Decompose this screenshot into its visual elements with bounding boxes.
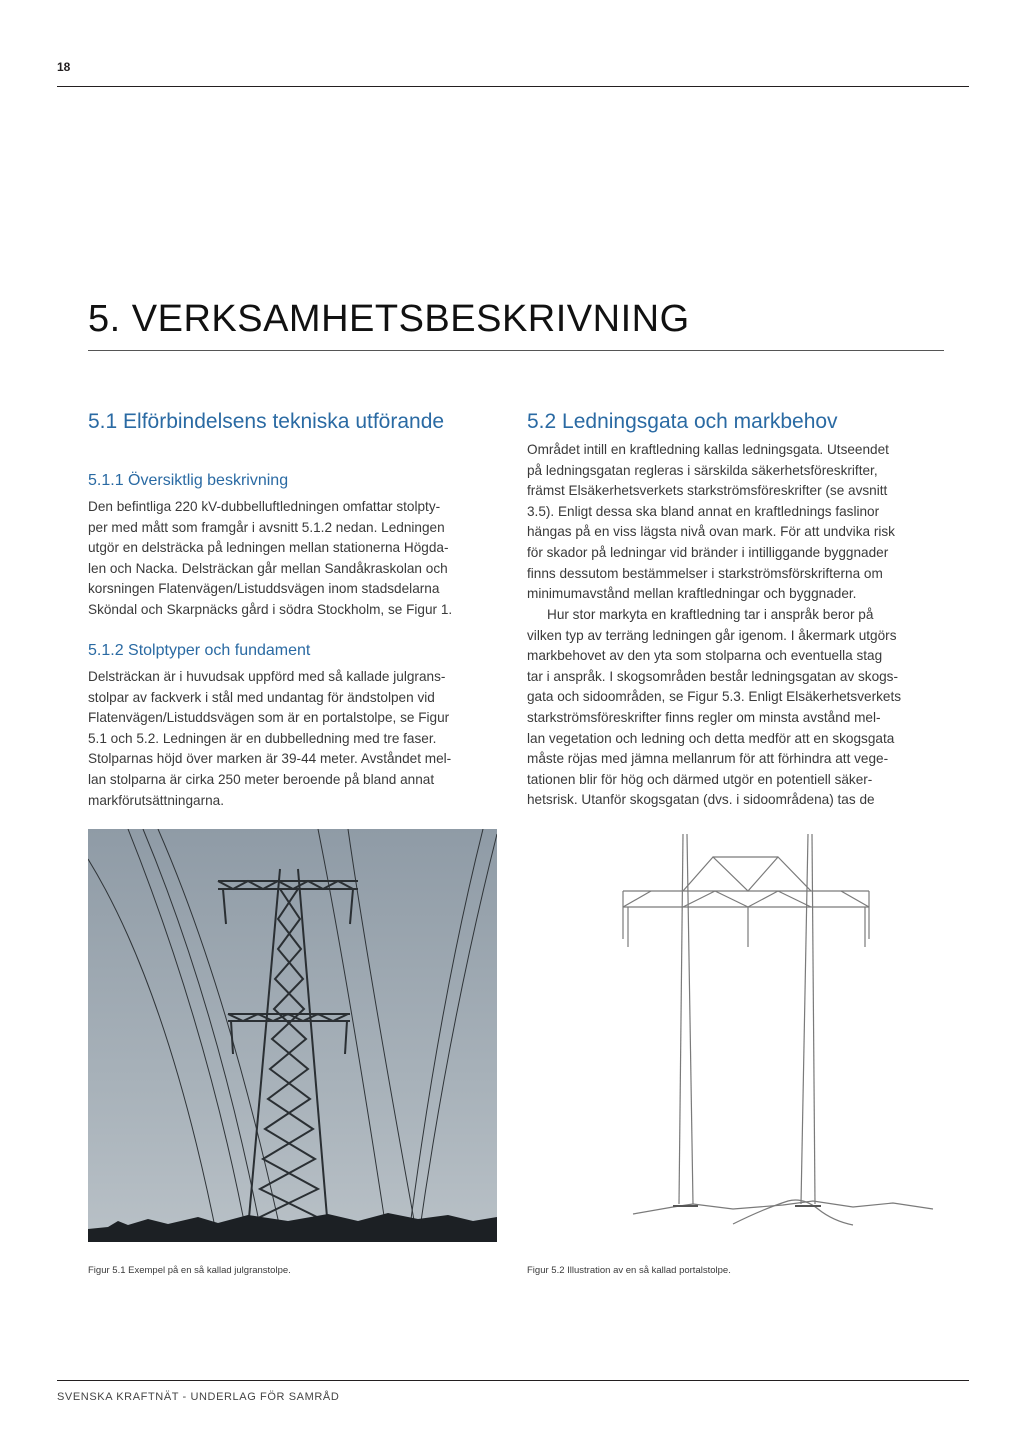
header-rule	[57, 86, 969, 87]
text-line: markbehovet av den yta som stolparna och eventuella stag	[527, 648, 883, 664]
text-line: len och Nacka. Delsträckan går mellan Sandåkraskolan och	[88, 560, 448, 576]
subsection-title-5-1-1: 5.1.1 Översiktlig beskrivning	[88, 472, 289, 489]
text-line: utgör en delsträcka på ledningen mellan stationerna Högda-	[88, 540, 449, 556]
footer: SVENSKA KRAFTNÄT - UNDERLAG FÖR SAMRÅD	[57, 1391, 340, 1403]
text-line: Sköndal och Skarpnäcks gård i södra Stockholm, se Figur 1.	[88, 601, 453, 617]
text-line: finns dessutom bestämmelser i starkströmsförskrifterna om	[527, 565, 883, 581]
text-line: måste röjas med jämna mellanrum för att förhindra att vege-	[527, 751, 889, 767]
section-title-5-1: 5.1 Elförbindelsens tekniska utförande	[88, 410, 445, 433]
text-line: starkströmsföreskrifter finns regler om minsta avstånd mel-	[527, 709, 881, 725]
paragraph-5-1-1	[88, 497, 452, 621]
footer-rule	[57, 1380, 969, 1381]
paragraph-5-2-a	[527, 440, 895, 605]
text-line: på ledningsgatan regleras i särskilda säkerhetsföreskrifter,	[527, 462, 878, 478]
text-line: Flatenvägen/Listuddsvägen som är en portalstolpe, se Figur	[88, 710, 450, 726]
page-number: 18	[57, 60, 71, 74]
section-title-5-2: 5.2 Ledningsgata och markbehov	[527, 410, 838, 433]
text-line: stolpar av fackverk i stål med undantag för ändstolpen vid	[88, 689, 435, 705]
text-line: Området intill en kraftledning kallas ledningsgata. Utseendet	[527, 442, 889, 457]
paragraph-5-1-2	[88, 667, 451, 811]
subsection-title-5-1-2: 5.1.2 Stolptyper och fundament	[88, 642, 311, 659]
text-line: markförutsättningarna.	[88, 792, 225, 808]
text-line: minimumavstånd mellan kraftledningar och byggnader.	[527, 586, 857, 602]
text-line: korsningen Flatenvägen/Listuddsvägen inom stadsdelarna	[88, 581, 440, 597]
text-line: Hur stor markyta en kraftledning tar i anspråk beror på	[547, 607, 874, 622]
text-line: Delsträckan är i huvudsak uppförd med så kallade julgrans-	[88, 669, 446, 684]
text-line: Stolparnas höjd över marken är 39-44 meter. Avståndet mel-	[88, 751, 452, 767]
text-line: tationen blir för hög och därmed utgör en potentiell säker-	[527, 771, 873, 787]
text-line: 3.5). Enligt dessa ska bland annat en kraftlednings faslinor	[527, 503, 880, 519]
text-line: 5.1 och 5.2. Ledningen är en dubbelledning med tre faser.	[88, 730, 437, 746]
text-line: Den befintliga 220 kV-dubbelluftledningen omfattar stolpty-	[88, 499, 441, 514]
figure-5-1-photo	[88, 829, 497, 1242]
text-line: per med mått som framgår i avsnitt 5.1.2 nedan. Ledningen	[88, 519, 445, 535]
text-line: främst Elsäkerhetsverkets starkströmsföreskrifter (se avsnitt	[527, 483, 888, 499]
text-line: hetsrisk. Utanför skogsgatan (dvs. i sidoområdena) tas de	[527, 792, 875, 808]
chapter-rule	[88, 350, 944, 351]
text-line: för skador på ledningar vid bränder i intilliggande byggnader	[527, 544, 889, 560]
text-line: lan vegetation och ledning och detta medför att en skogsgata	[527, 730, 895, 746]
figure-5-2-illustration	[533, 829, 951, 1242]
text-line: hängas på en viss lägsta nivå ovan mark. För att undvika risk	[527, 524, 895, 540]
figure-5-2-caption: Figur 5.2 Illustration av en så kallad portalstolpe.	[527, 1265, 731, 1276]
text-line: lan stolparna är cirka 250 meter beroende på bland annat	[88, 771, 435, 787]
figure-5-1-caption: Figur 5.1 Exempel på en så kallad julgranstolpe.	[88, 1265, 291, 1276]
paragraph-5-2-b	[527, 605, 901, 811]
chapter-title: 5. VERKSAMHETSBESKRIVNING	[88, 298, 690, 340]
text-line: gata och sidoområden, se Figur 5.3. Enligt Elsäkerhetsverkets	[527, 689, 902, 705]
text-line: tar i anspråk. I skogsområden består ledningsgatan av skogs-	[527, 668, 899, 684]
text-line: vilken typ av terräng ledningen går igenom. I åkermark utgörs	[527, 627, 897, 643]
